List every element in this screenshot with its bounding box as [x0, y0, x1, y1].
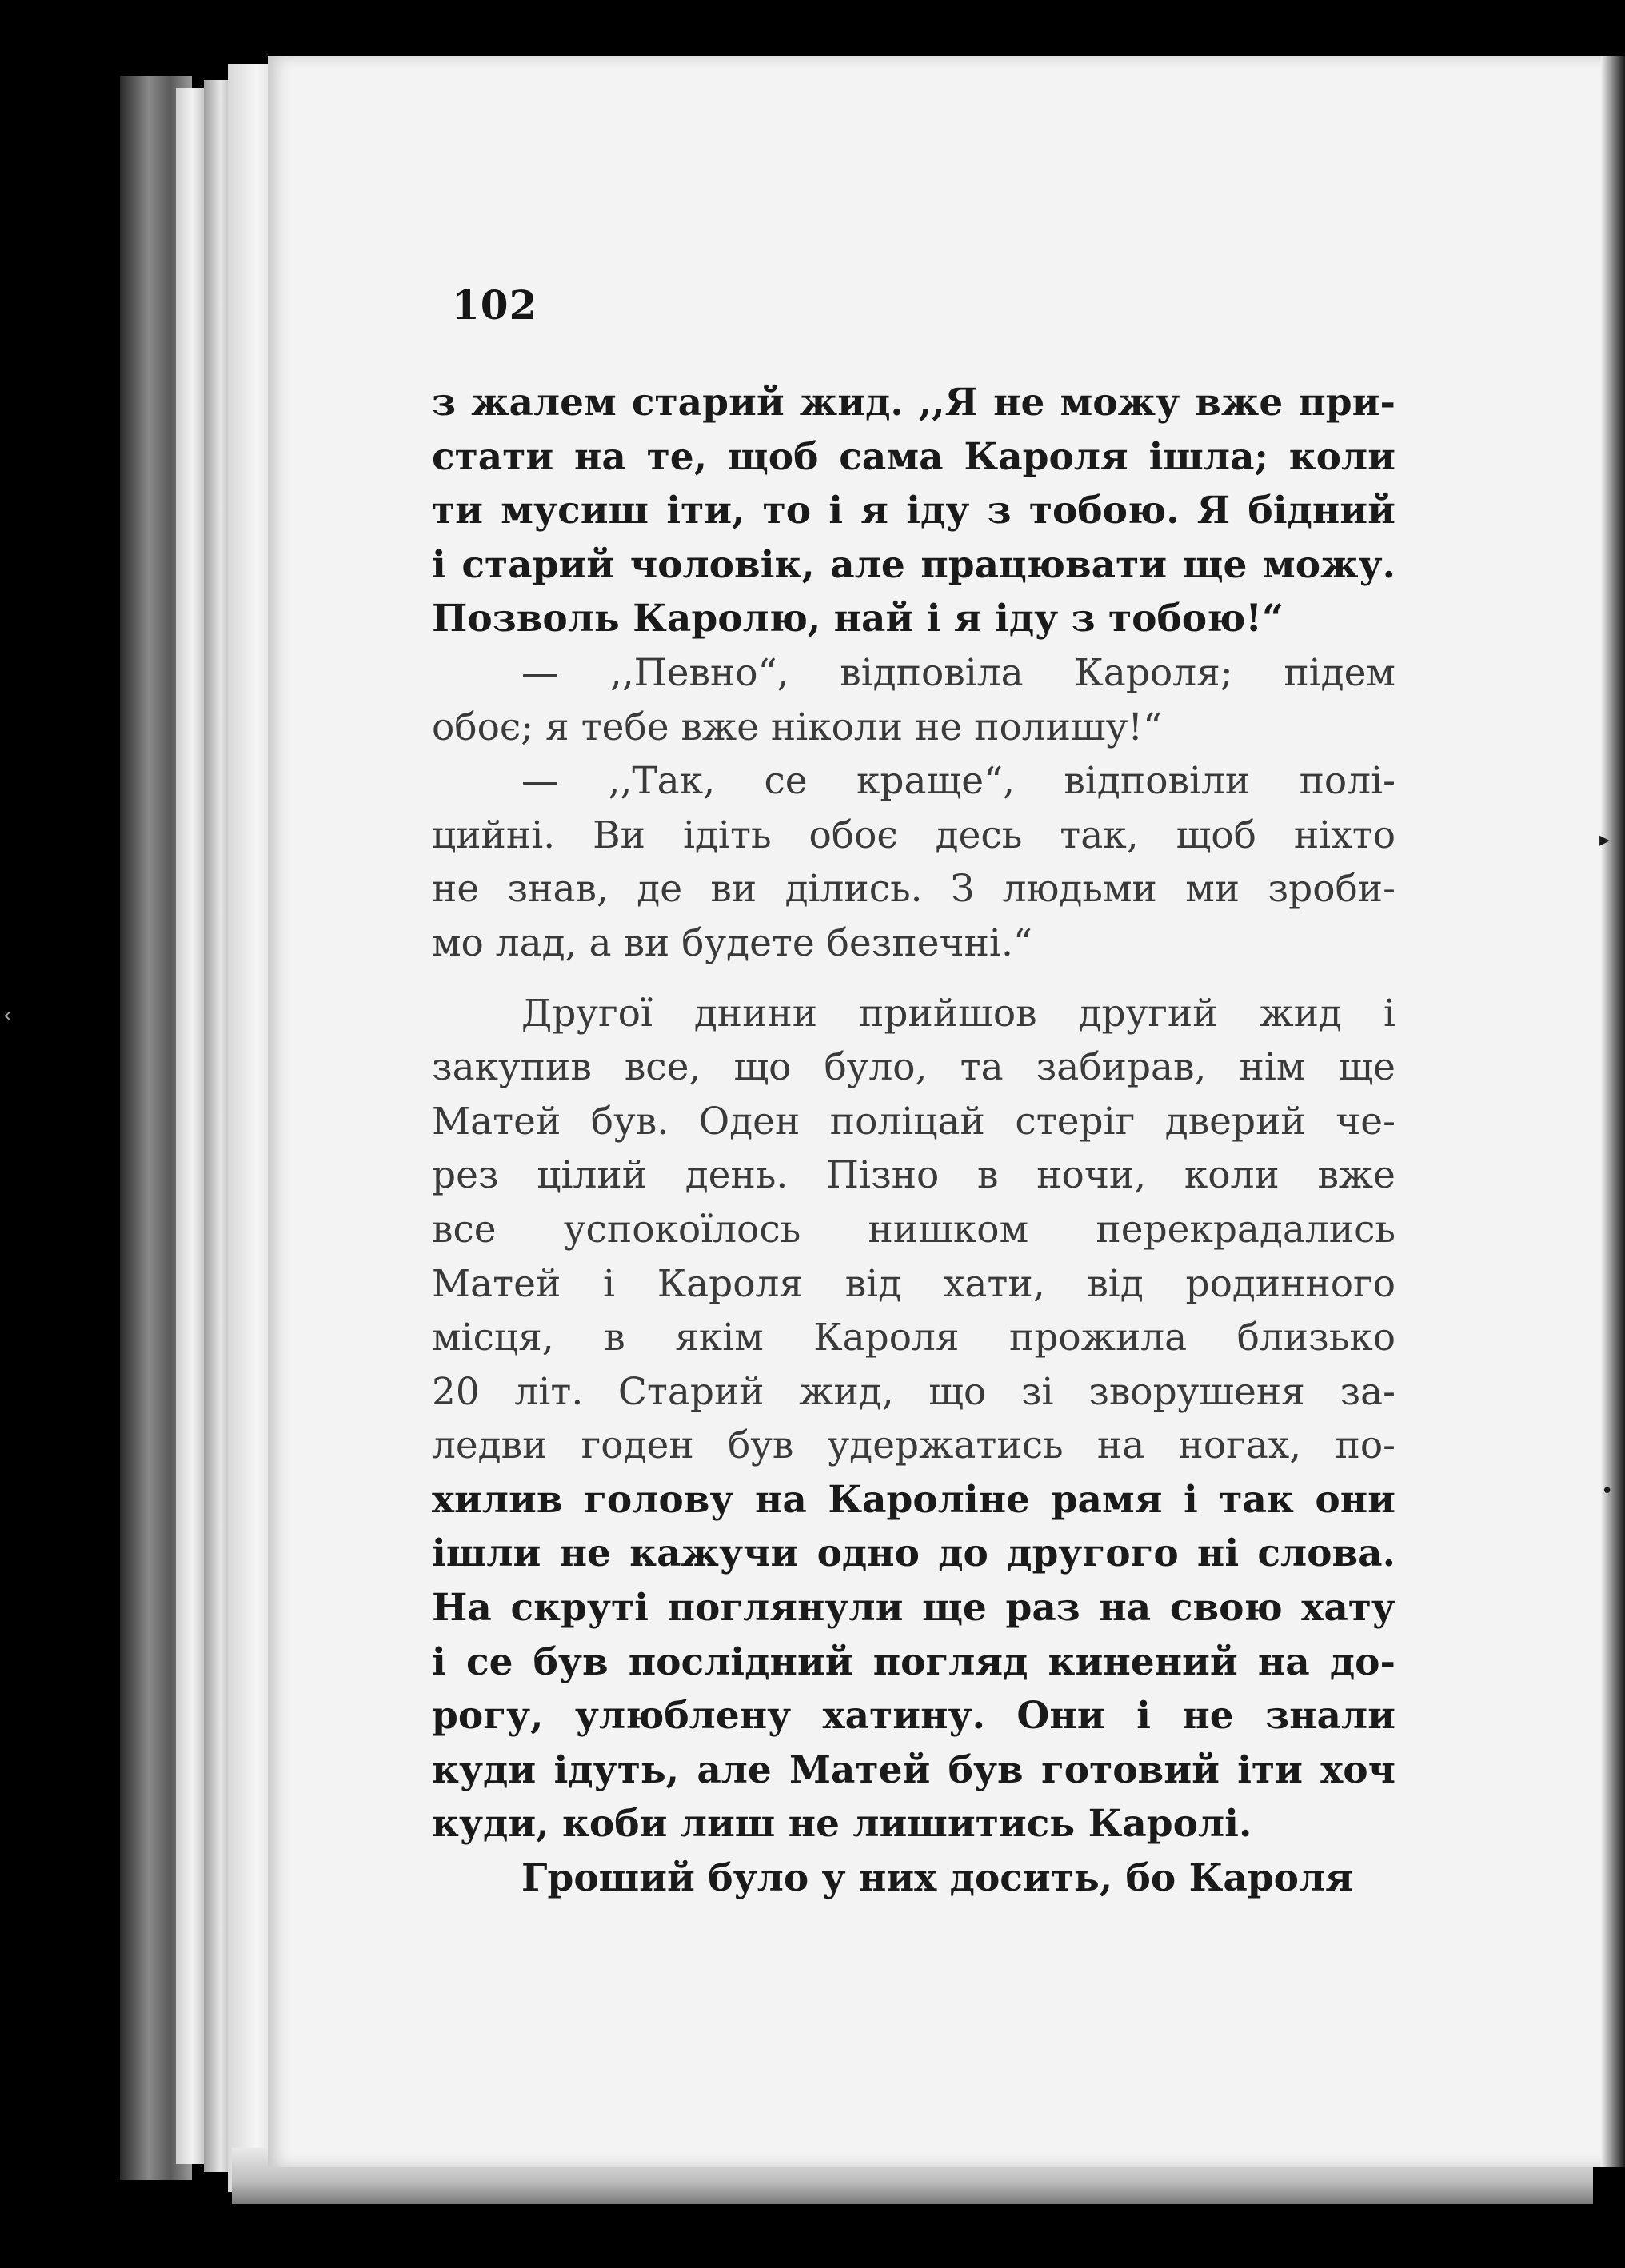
text-line: рез цілий день. Пізно в ночи, коли вже — [432, 1153, 1395, 1198]
text-line: цийні. Ви ідіть обоє десь так, щоб ніхто — [432, 813, 1395, 857]
page-number: 102 — [452, 282, 538, 329]
text-line: ледви годен був удержатись на ногах, по- — [432, 1423, 1395, 1468]
page-stack-edge — [176, 88, 208, 2164]
text-line: місця, в якім Кароля прожила близько — [432, 1316, 1395, 1360]
text-line: — ,,Так, се краще“, відповіли полі- — [521, 759, 1395, 804]
text-line: ти мусиш іти, то і я іду з тобою. Я бідний — [432, 489, 1395, 533]
text-line: закупив все, що було, та забирав, нім ще — [432, 1045, 1395, 1090]
text-line: не знав, де ви ділись. З людьми ми зроби- — [432, 867, 1395, 912]
text-line: і старий чоловік, але працювати ще можу. — [432, 542, 1395, 587]
text-line: з жалем старий жид. ,,Я не можу вже при- — [432, 381, 1395, 425]
text-line: Матей і Кароля від хати, від родинного — [432, 1261, 1395, 1306]
text-line: стати на те, щоб сама Кароля ішла; коли — [432, 434, 1395, 479]
scan-mark-icon: ▸ — [1599, 828, 1611, 852]
page-right-shadow — [1601, 56, 1625, 2167]
page-body-text — [432, 376, 1395, 1906]
text-line: Матей був. Оден поліцай стеріг дверий че- — [432, 1099, 1395, 1144]
text-line: мо лад, а ви будете безпечні.“ — [432, 920, 1032, 965]
paragraph-gap — [432, 971, 1395, 987]
text-line: обоє; я тебе вже ніколи не полишу!“ — [432, 705, 1163, 749]
text-line: Другої днини прийшов другий жид і — [521, 991, 1395, 1036]
text-line: На скруті поглянули ще раз на свою хату — [432, 1586, 1395, 1631]
text-line: куди ідуть, але Матей був готовий іти хоч — [432, 1747, 1395, 1792]
text-line: — ,,Певно“, відповіла Кароля; підем — [521, 650, 1395, 695]
text-line: все успокоїлось нишком перекрадались — [432, 1207, 1395, 1252]
scan-mark-icon: • — [1601, 1479, 1614, 1503]
text-line: Позволь Каролю, най і я іду з тобою!“ — [432, 597, 1284, 641]
text-line: ішли не кажучи одно до другого ні слова. — [432, 1531, 1395, 1576]
text-line: і се був послідний погляд кинений на до- — [432, 1639, 1395, 1684]
text-line: хилив голову на Кароліне рамя і так они — [432, 1477, 1395, 1522]
text-line: 20 літ. Старий жид, що зі зворушеня за- — [432, 1369, 1395, 1414]
text-line: куди, коби лиш не лишитись Каролі. — [432, 1802, 1252, 1847]
text-line: рогу, улюблену хатину. Они і не знали — [432, 1694, 1395, 1739]
scan-mark-icon: ‹ — [3, 1004, 12, 1028]
text-line: Гроший було у них досить, бо Кароля — [521, 1856, 1353, 1901]
